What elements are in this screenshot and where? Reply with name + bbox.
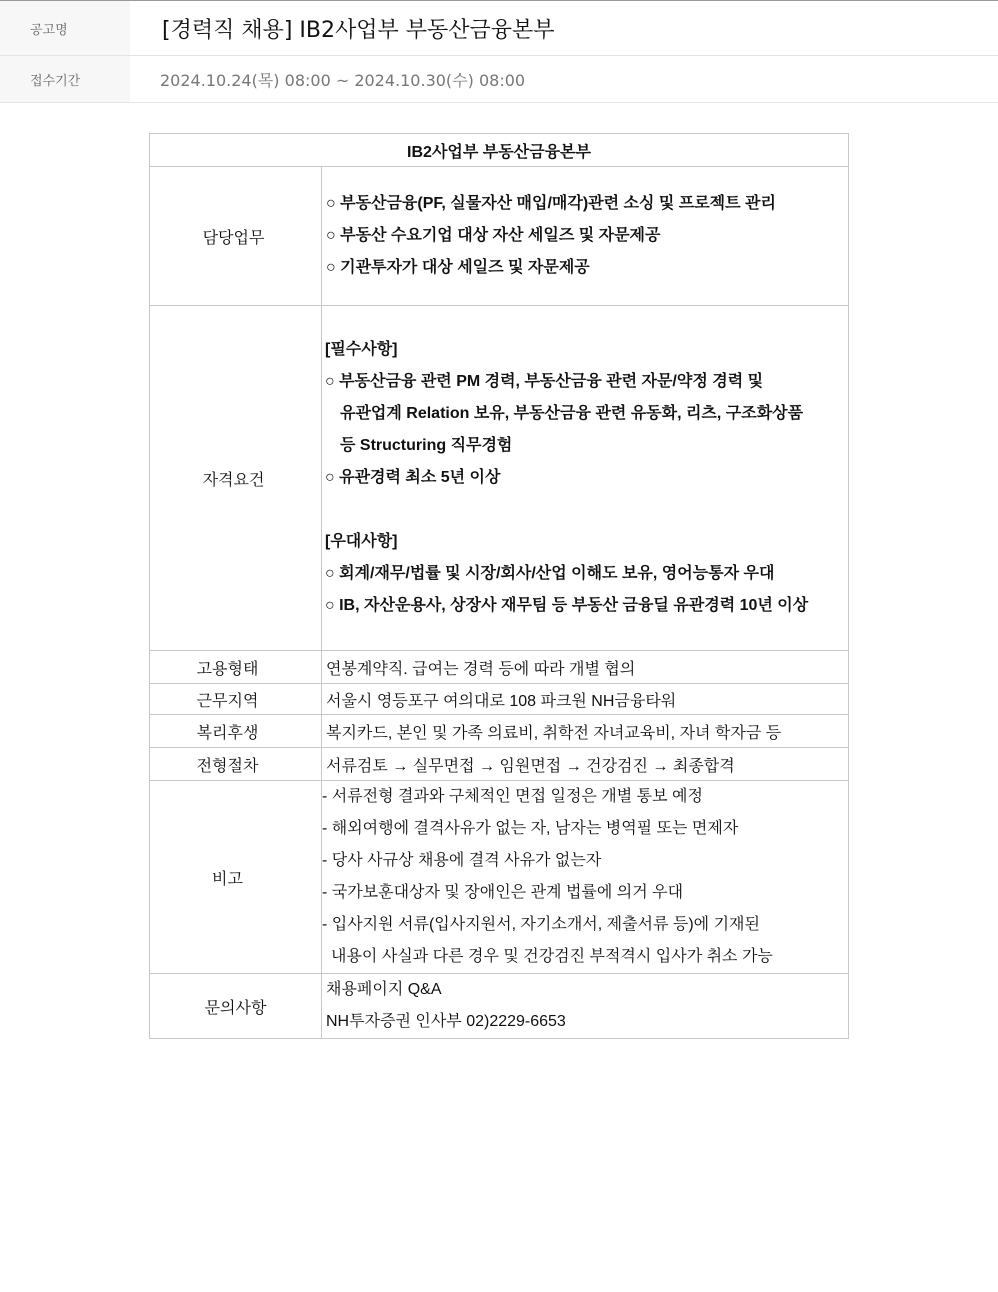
qualifications-cell (322, 306, 849, 651)
contact-item: 채용페이지 Q&A (326, 981, 442, 998)
remarks-label: 비고 (150, 781, 322, 974)
location-label: 근무지역 (150, 684, 322, 715)
process-label: 전형절차 (150, 748, 322, 781)
department-heading: IB2사업부 부동산금융본부 (150, 134, 849, 167)
title-label: 공고명 (0, 1, 130, 55)
application-period: 2024.10.24(목) 08:00 ~ 2024.10.30(수) 08:00 (160, 70, 526, 90)
remark-item-cont: 내용이 사실과 다른 경우 및 건강검진 부적격시 입사가 취소 가능 (331, 948, 773, 965)
remarks-row (150, 781, 849, 974)
employment-type-label: 고용형태 (150, 651, 322, 684)
location-row (150, 684, 849, 715)
remark-item: - 해외여행에 결격사유가 없는 자, 남자는 병역필 또는 면제자 (322, 820, 739, 837)
required-item: ○ 부동산금융 관련 PM 경력, 부동산금융 관련 자문/약정 경력 및 (325, 373, 764, 390)
duties-row (150, 167, 849, 306)
remarks-cell (322, 781, 849, 974)
qualifications-row (150, 306, 849, 651)
period-label: 접수기간 (0, 56, 130, 102)
duties-label: 담당업무 (150, 167, 322, 306)
contact-item: NH투자증권 인사부 02)2229-6653 (326, 1013, 566, 1030)
required-item: ○ 유관경력 최소 5년 이상 (325, 469, 501, 486)
remark-item: - 당사 사규상 채용에 결격 사유가 없는자 (322, 852, 602, 869)
posting-title: [경력직 채용] IB2사업부 부동산금융본부 (162, 17, 555, 43)
remark-item: - 국가보훈대상자 및 장애인은 관계 법률에 의거 우대 (322, 884, 684, 901)
required-item-cont: 유관업계 Relation 보유, 부동산금융 관련 유동화, 리츠, 구조화상품 (340, 405, 804, 422)
benefits-value: 복지카드, 본인 및 가족 의료비, 취학전 자녀교육비, 자녀 학자금 등 (322, 715, 849, 748)
remark-item: - 서류전형 결과와 구체적인 면접 일정은 개별 통보 예정 (322, 788, 703, 805)
process-value: 서류검토 → 실무면접 → 임원면접 → 건강검진 → 최종합격 (322, 748, 849, 781)
period-row (0, 56, 998, 103)
job-detail (149, 133, 849, 1039)
qualifications-label: 자격요건 (150, 306, 322, 651)
benefits-row (150, 715, 849, 748)
posting-header (0, 0, 998, 103)
preferred-item: ○ 회계/재무/법률 및 시장/회사/산업 이해도 보유, 영어능통자 우대 (325, 565, 775, 582)
employment-type-value: 연봉계약직. 급여는 경력 등에 따라 개별 협의 (322, 651, 849, 684)
contact-row (150, 974, 849, 1039)
spacer (325, 494, 848, 526)
required-heading: [필수사항] (325, 341, 398, 358)
remark-item: - 입사지원 서류(입사지원서, 자기소개서, 제출서류 등)에 기재된 (322, 916, 760, 933)
heading-row (150, 134, 849, 167)
duty-item: ○ 기관투자가 대상 세일즈 및 자문제공 (326, 259, 590, 276)
preferred-item: ○ IB, 자산운용사, 상장사 재무팀 등 부동산 금융딜 유관경력 10년 이상 (325, 597, 809, 614)
contact-label: 문의사항 (150, 974, 322, 1039)
benefits-label: 복리후생 (150, 715, 322, 748)
process-row (150, 748, 849, 781)
location-value: 서울시 영등포구 여의대로 108 파크원 NH금융타워 (322, 684, 849, 715)
duties-cell (322, 167, 849, 306)
job-detail-table (149, 133, 849, 1039)
duty-item: ○ 부동산 수요기업 대상 자산 세일즈 및 자문제공 (326, 227, 661, 244)
required-item-cont: 등 Structuring 직무경험 (340, 437, 513, 454)
preferred-heading: [우대사항] (325, 533, 398, 550)
duty-item: ○ 부동산금융(PF, 실물자산 매입/매각)관련 소싱 및 프로젝트 관리 (326, 195, 776, 212)
title-row (0, 1, 998, 56)
employment-type-row (150, 651, 849, 684)
contact-cell (322, 974, 849, 1039)
